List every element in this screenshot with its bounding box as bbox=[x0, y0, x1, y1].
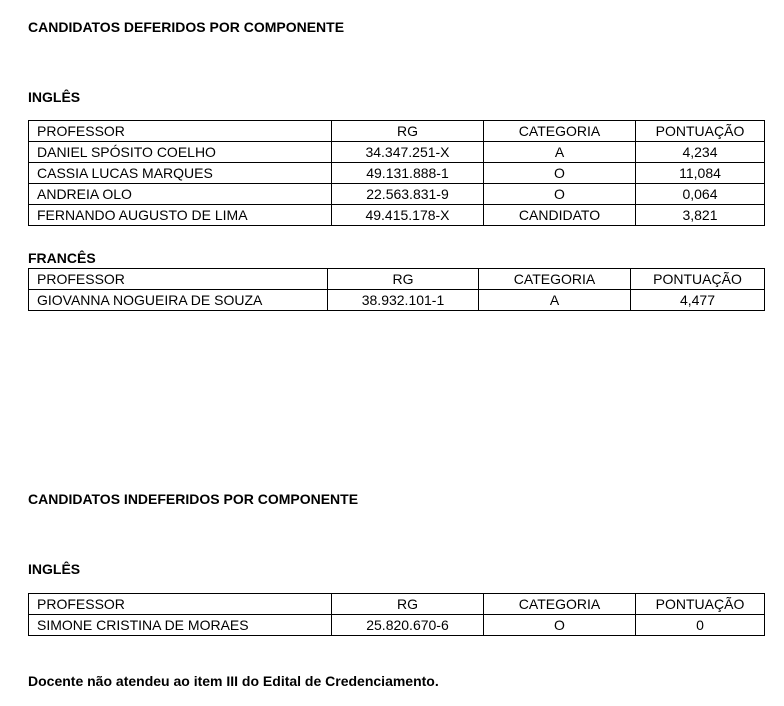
cell-rg: 34.347.251-X bbox=[332, 142, 484, 163]
table-header-row bbox=[29, 121, 765, 142]
cell-pontuacao: 0 bbox=[636, 615, 765, 636]
cell-categoria: A bbox=[484, 142, 636, 163]
cell-pontuacao: 4,234 bbox=[636, 142, 765, 163]
ingles-indeferidos-table bbox=[28, 593, 765, 636]
cell-categoria: A bbox=[479, 290, 631, 311]
cell-rg: 25.820.670-6 bbox=[332, 615, 484, 636]
header-pontuacao: PONTUAÇÃO bbox=[631, 269, 765, 290]
cell-categoria: O bbox=[484, 184, 636, 205]
table-row bbox=[29, 205, 765, 226]
cell-professor: GIOVANNA NOGUEIRA DE SOUZA bbox=[29, 290, 328, 311]
table-row bbox=[29, 184, 765, 205]
cell-rg: 49.415.178-X bbox=[332, 205, 484, 226]
header-categoria: CATEGORIA bbox=[484, 594, 636, 615]
table-row bbox=[29, 163, 765, 184]
cell-rg: 38.932.101-1 bbox=[328, 290, 479, 311]
cell-categoria: O bbox=[484, 615, 636, 636]
indeferimento-note: Docente não atendeu ao item III do Edital de Credenciamento. bbox=[28, 673, 439, 689]
header-professor: PROFESSOR bbox=[29, 269, 328, 290]
cell-categoria: O bbox=[484, 163, 636, 184]
header-rg: RG bbox=[332, 594, 484, 615]
cell-professor: SIMONE CRISTINA DE MORAES bbox=[29, 615, 332, 636]
table-header-row bbox=[29, 594, 765, 615]
ingles-deferidos-table bbox=[28, 120, 765, 226]
deferidos-title: CANDIDATOS DEFERIDOS POR COMPONENTE bbox=[28, 19, 345, 35]
cell-professor: CASSIA LUCAS MARQUES bbox=[29, 163, 332, 184]
ingles-deferidos-title: INGLÊS bbox=[28, 89, 81, 105]
header-pontuacao: PONTUAÇÃO bbox=[636, 594, 765, 615]
cell-pontuacao: 11,084 bbox=[636, 163, 765, 184]
table-row bbox=[29, 142, 765, 163]
header-categoria: CATEGORIA bbox=[484, 121, 636, 142]
cell-rg: 22.563.831-9 bbox=[332, 184, 484, 205]
cell-categoria: CANDIDATO bbox=[484, 205, 636, 226]
table-row bbox=[29, 290, 765, 311]
frances-title: FRANCÊS bbox=[28, 250, 96, 266]
cell-rg: 49.131.888-1 bbox=[332, 163, 484, 184]
table-row bbox=[29, 615, 765, 636]
cell-professor: DANIEL SPÓSITO COELHO bbox=[29, 142, 332, 163]
frances-table bbox=[28, 268, 765, 311]
table-header-row bbox=[29, 269, 765, 290]
header-categoria: CATEGORIA bbox=[479, 269, 631, 290]
header-pontuacao: PONTUAÇÃO bbox=[636, 121, 765, 142]
header-professor: PROFESSOR bbox=[29, 594, 332, 615]
cell-professor: FERNANDO AUGUSTO DE LIMA bbox=[29, 205, 332, 226]
header-rg: RG bbox=[332, 121, 484, 142]
indeferidos-title: CANDIDATOS INDEFERIDOS POR COMPONENTE bbox=[28, 491, 359, 507]
cell-pontuacao: 0,064 bbox=[636, 184, 765, 205]
ingles-indeferidos-title: INGLÊS bbox=[28, 561, 81, 577]
cell-pontuacao: 4,477 bbox=[631, 290, 765, 311]
cell-pontuacao: 3,821 bbox=[636, 205, 765, 226]
cell-professor: ANDREIA OLO bbox=[29, 184, 332, 205]
header-professor: PROFESSOR bbox=[29, 121, 332, 142]
header-rg: RG bbox=[328, 269, 479, 290]
